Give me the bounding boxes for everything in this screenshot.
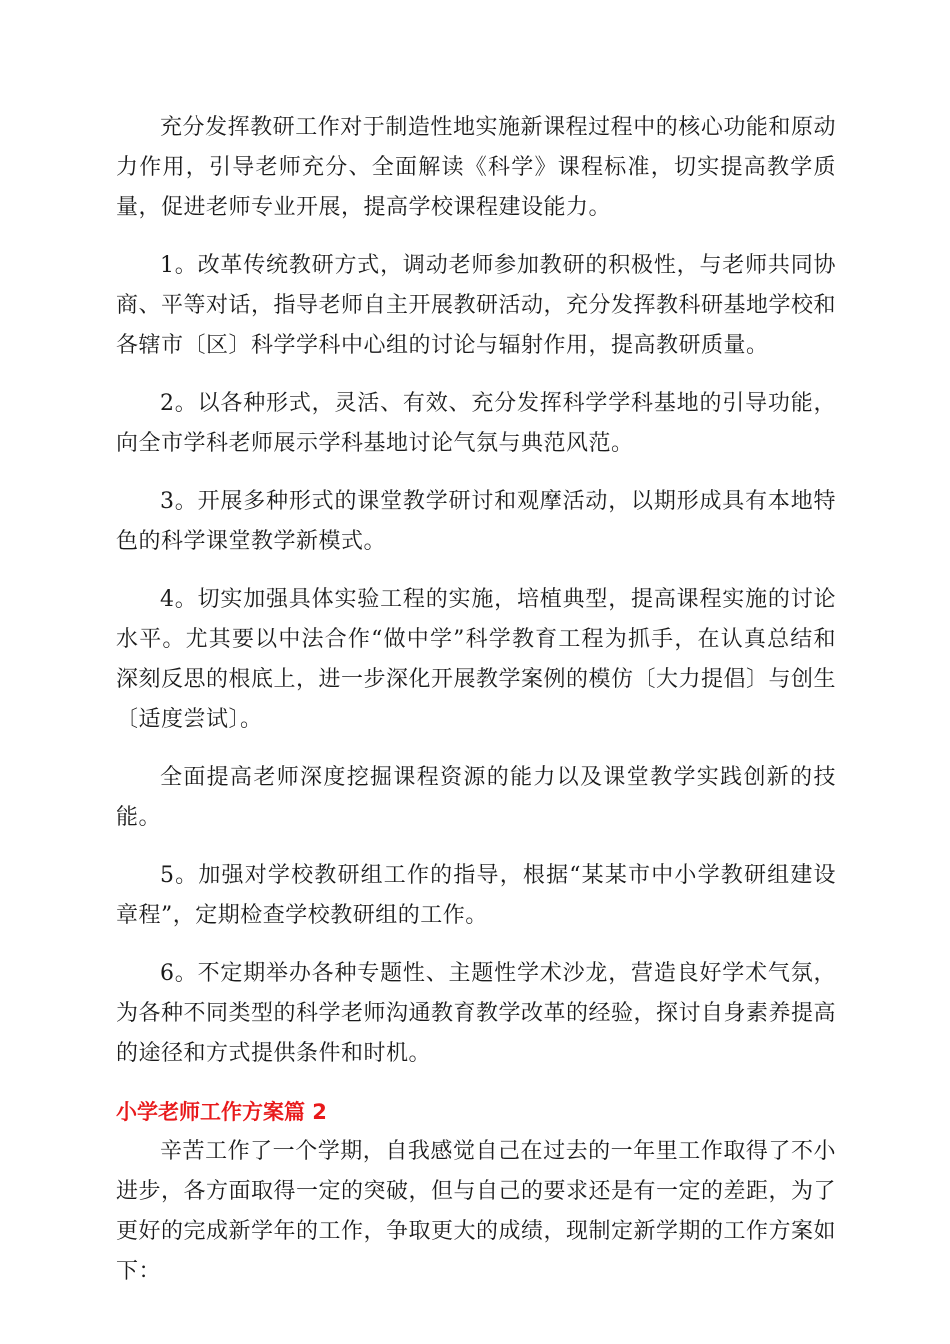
paragraph-intro: 充分发挥教研工作对于制造性地实施新课程过程中的核心功能和原动力作用，引导老师充分、全面解读《科学》课程标准，切实提高教学质量，促进老师专业开展，提高学校课程建设能力。: [116, 115, 836, 220]
paragraph-item-4: 4。切实加强具体实验工程的实施，培植典型，提高课程实施的讨论水平。尤其要以中法合作“做中学”科学教育工程为抓手，在认真总结和深刻反思的根底上，进一步深化开展教学案例的模仿〔大力提倡〕与创生〔适度尝试〕。: [116, 587, 837, 732]
paragraph-item-1: 1。改革传统教研方式，调动老师参加教研的积极性，与老师共同协商、平等对话，指导老师自主开展教研活动，充分发挥教科研基地学校和各辖市〔区〕科学学科中心组的讨论与辐射作用，提高教研质量。: [116, 253, 837, 358]
paragraph-item-3: 3。开展多种形式的课堂教学研讨和观摩活动，以期形成具有本地特色的科学课堂教学新模式。: [116, 489, 836, 554]
section-heading: 小学老师工作方案篇 2: [116, 1100, 327, 1124]
paragraph-item-5: 5。加强对学校教研组工作的指导，根据“某某市中小学教研组建设章程”，定期检查学校教研组的工作。: [116, 863, 836, 928]
paragraph-skills: 全面提高老师深度挖掘课程资源的能力以及课堂教学实践创新的技能。: [116, 765, 836, 830]
document-page: [116, 108, 836, 1310]
paragraph-item-2: 2。以各种形式，灵活、有效、充分发挥科学学科基地的引导功能，向全市学科老师展示学科基地讨论气氛与典范风范。: [116, 391, 836, 456]
paragraph-item-6: 6。不定期举办各种专题性、主题性学术沙龙，营造良好学术气氛，为各种不同类型的科学老师沟通教育教学改革的经验，探讨自身素养提高的途径和方式提供条件和时机。: [116, 961, 837, 1066]
paragraph-plan-intro: 辛苦工作了一个学期，自我感觉自己在过去的一年里工作取得了不小进步，各方面取得一定的突破，但与自己的要求还是有一定的差距，为了更好的完成新学年的工作，争取更大的成绩，现制定新学期的工作方案如下：: [116, 1139, 837, 1284]
